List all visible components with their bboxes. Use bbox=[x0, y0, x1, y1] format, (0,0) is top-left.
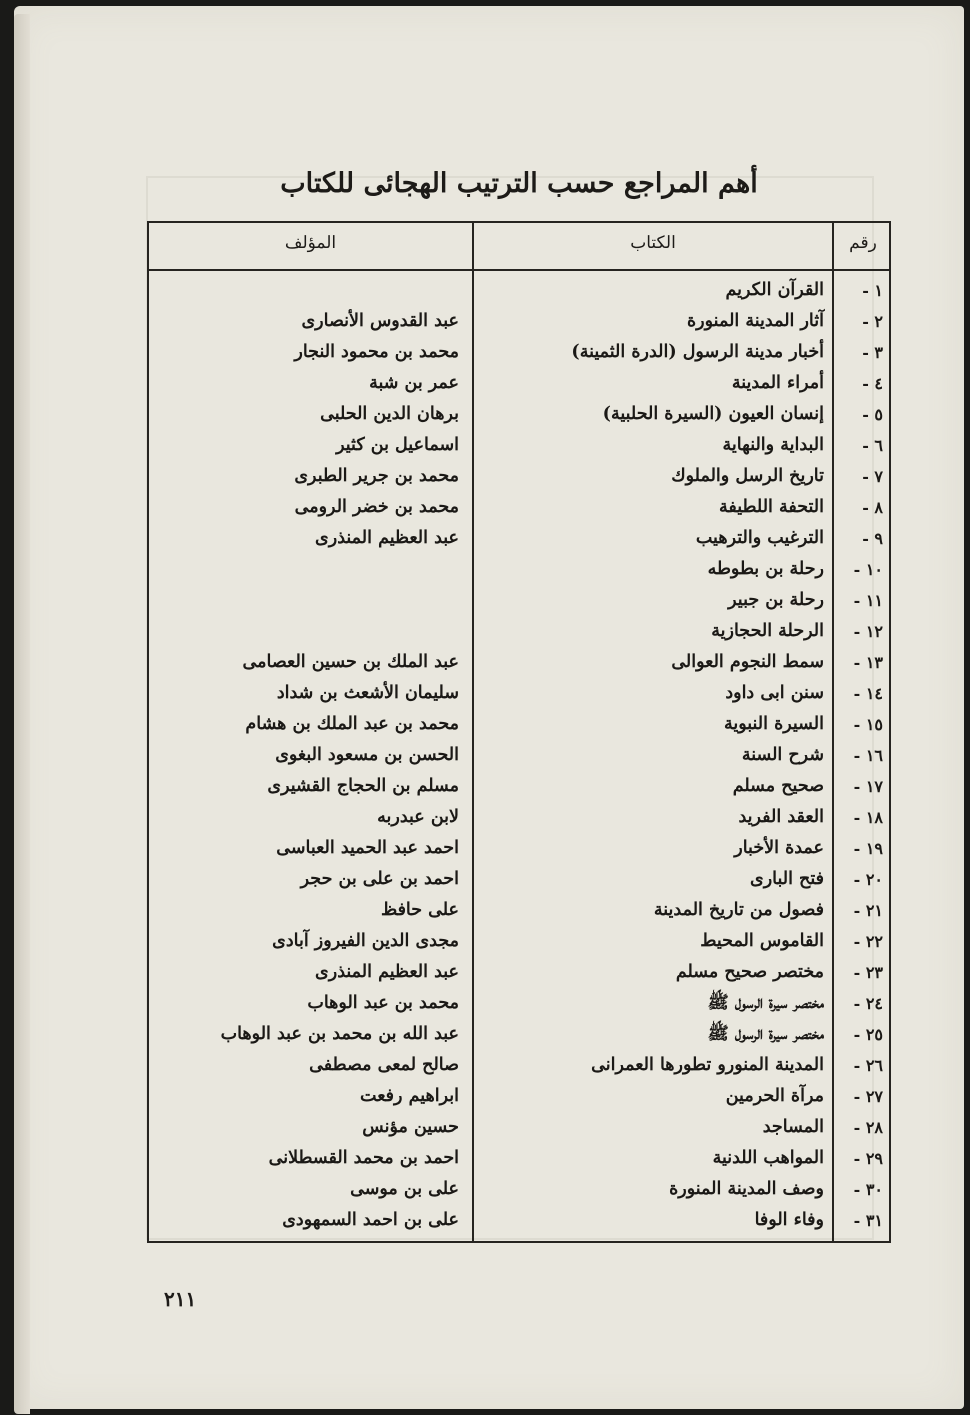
row-author bbox=[159, 585, 461, 616]
row-number: ٢٠ - bbox=[853, 870, 883, 889]
row-number: ١٥ - bbox=[853, 715, 883, 734]
row-author: محمد بن خضر الرومى bbox=[294, 497, 459, 517]
row-author: محمد بن عبد الوهاب bbox=[307, 993, 459, 1013]
row-number: ١٣ - bbox=[853, 653, 883, 672]
row-author: مجدى الدين الفيروز آبادى bbox=[272, 931, 459, 951]
row-book-title: أخبار مدينة الرسول (الدرة الثمينة) bbox=[571, 342, 824, 362]
row-number: ١٠ - bbox=[853, 560, 883, 579]
row-number: ٢٧ - bbox=[853, 1087, 883, 1106]
row-book-title: وصف المدينة المنورة bbox=[669, 1179, 824, 1199]
row-book-title: المساجد bbox=[762, 1117, 824, 1137]
book-column bbox=[476, 275, 826, 1236]
row-book-title: المواهب اللدنية bbox=[712, 1148, 824, 1168]
row-book-title: وفاء الوفا bbox=[754, 1210, 824, 1230]
row-author: احمد عبد الحميد العباسى bbox=[276, 838, 459, 858]
row-number: ٣١ - bbox=[853, 1211, 883, 1230]
row-author: عبد العظيم المنذرى bbox=[315, 962, 459, 982]
row-number: ١٤ - bbox=[853, 684, 883, 703]
header-number: رقم bbox=[849, 233, 877, 253]
row-book-title: رحلة بن جبير bbox=[728, 590, 824, 610]
book-page bbox=[14, 6, 964, 1409]
row-book-title: فتح البارى bbox=[750, 869, 824, 889]
row-number: ٢٦ - bbox=[853, 1056, 883, 1075]
row-number: ١٢ - bbox=[853, 622, 883, 641]
row-book-title: آثار المدينة المنورة bbox=[687, 311, 824, 331]
row-number: ١٨ - bbox=[853, 808, 883, 827]
header-author: المؤلف bbox=[284, 233, 337, 253]
row-author: برهان الدين الحلبى bbox=[320, 404, 459, 424]
row-author bbox=[159, 275, 461, 306]
row-book-title: المدينة المنورو تطورها العمرانى bbox=[591, 1055, 824, 1075]
row-author: ابراهيم رفعت bbox=[360, 1086, 459, 1106]
row-author: عبد العظيم المنذرى bbox=[315, 528, 459, 548]
row-author: لابن عبدربه bbox=[377, 807, 459, 827]
page-title: أهم المراجع حسب الترتيب الهجائى للكتاب bbox=[280, 168, 758, 199]
row-book-title: الترغيب والترهيب bbox=[695, 528, 824, 548]
row-book-title: القرآن الكريم bbox=[725, 280, 824, 300]
row-number: ٥ - bbox=[862, 405, 883, 424]
page-edge bbox=[14, 14, 30, 1414]
row-number: ٦ - bbox=[862, 436, 883, 455]
row-author: عمر بن شبة bbox=[369, 373, 459, 393]
row-number: ٢١ - bbox=[853, 901, 883, 920]
row-number: ٢٤ - bbox=[853, 994, 883, 1013]
row-author: عبد القدوس الأنصارى bbox=[301, 311, 459, 331]
row-author: محمد بن محمود النجار bbox=[294, 342, 459, 362]
row-number: ٢٥ - bbox=[853, 1025, 883, 1044]
row-book-title: أمراء المدينة bbox=[731, 373, 824, 393]
row-author: سليمان الأشعث بن شداد bbox=[276, 683, 459, 703]
row-number: ١٩ - bbox=[853, 839, 883, 858]
row-book-title: رحلة بن بطوطه bbox=[707, 559, 824, 579]
row-book-title: مختصر صحيح مسلم bbox=[675, 962, 824, 982]
row-book-title: إنسان العيون (السيرة الحلبية) bbox=[602, 404, 824, 424]
row-number: ٣ - bbox=[862, 343, 883, 362]
header-book: الكتاب bbox=[630, 233, 676, 253]
row-author: احمد بن على بن حجر bbox=[300, 869, 459, 889]
row-book-title: فصول من تاريخ المدينة bbox=[653, 900, 824, 920]
row-number: ١١ - bbox=[853, 591, 883, 610]
row-book-title: شرح السنة bbox=[741, 745, 824, 765]
row-number: ٩ - bbox=[862, 529, 883, 548]
author-column bbox=[159, 275, 461, 1236]
row-author: احمد بن محمد القسطلانى bbox=[268, 1148, 459, 1168]
row-book-title: سنن ابى داود bbox=[725, 683, 824, 703]
column-divider bbox=[472, 223, 474, 1241]
row-author: عبد الله بن محمد بن عبد الوهاب bbox=[220, 1024, 459, 1044]
row-book-title: السيرة النبوية bbox=[723, 714, 824, 734]
row-author: الحسن بن مسعود البغوى bbox=[275, 745, 459, 765]
page-number: ٢١١ bbox=[164, 1287, 197, 1311]
row-author bbox=[159, 554, 461, 585]
row-book-title: الرحلة الحجازية bbox=[711, 621, 824, 641]
row-author: مسلم بن الحجاج القشيرى bbox=[267, 776, 459, 796]
row-author: حسين مؤنس bbox=[362, 1117, 459, 1137]
row-number: ١٧ - bbox=[853, 777, 883, 796]
row-number: ٢٩ - bbox=[853, 1149, 883, 1168]
row-book-title: مختصر سيرة الرسول ﷺ bbox=[707, 1024, 824, 1044]
header-divider bbox=[149, 269, 889, 271]
row-number: ١٦ - bbox=[853, 746, 883, 765]
references-table bbox=[147, 221, 891, 1243]
row-book-title: البداية والنهاية bbox=[722, 435, 824, 455]
row-author: على بن موسى bbox=[350, 1179, 459, 1199]
row-number: ٧ - bbox=[862, 467, 883, 486]
row-book-title: مرآة الحرمين bbox=[725, 1086, 824, 1106]
row-author: عبد الملك بن حسين العصامى bbox=[242, 652, 459, 672]
row-number: ٢٢ - bbox=[853, 932, 883, 951]
row-book-title: العقد الفريد bbox=[738, 807, 824, 827]
row-author: صالح لمعى مصطفى bbox=[309, 1055, 459, 1075]
row-number: ٢٣ - bbox=[853, 963, 883, 982]
row-book-title: سمط النجوم العوالى bbox=[671, 652, 824, 672]
row-book-title: صحيح مسلم bbox=[732, 776, 824, 796]
row-author bbox=[159, 616, 461, 647]
number-column bbox=[835, 275, 889, 1236]
row-number: ١ - bbox=[862, 281, 883, 300]
row-author: على حافظ bbox=[380, 900, 459, 920]
row-number: ٣٠ - bbox=[853, 1180, 883, 1199]
row-book-title: القاموس المحيط bbox=[700, 931, 824, 951]
row-number: ٢ - bbox=[862, 312, 883, 331]
row-book-title: التحفة اللطيفة bbox=[719, 497, 824, 517]
row-book-title: تاريخ الرسل والملوك bbox=[671, 466, 824, 486]
row-number: ٨ - bbox=[862, 498, 883, 517]
row-author: على بن احمد السمهودى bbox=[282, 1210, 459, 1230]
row-author: اسماعيل بن كثير bbox=[336, 435, 459, 455]
row-number: ٤ - bbox=[862, 374, 883, 393]
row-book-title: مختصر سيرة الرسول ﷺ bbox=[707, 993, 824, 1013]
column-divider bbox=[832, 223, 834, 1241]
row-author: محمد بن عبد الملك بن هشام bbox=[245, 714, 459, 734]
row-author: محمد بن جرير الطبرى bbox=[294, 466, 459, 486]
row-book-title: عمدة الأخبار bbox=[734, 838, 824, 858]
row-number: ٢٨ - bbox=[853, 1118, 883, 1137]
